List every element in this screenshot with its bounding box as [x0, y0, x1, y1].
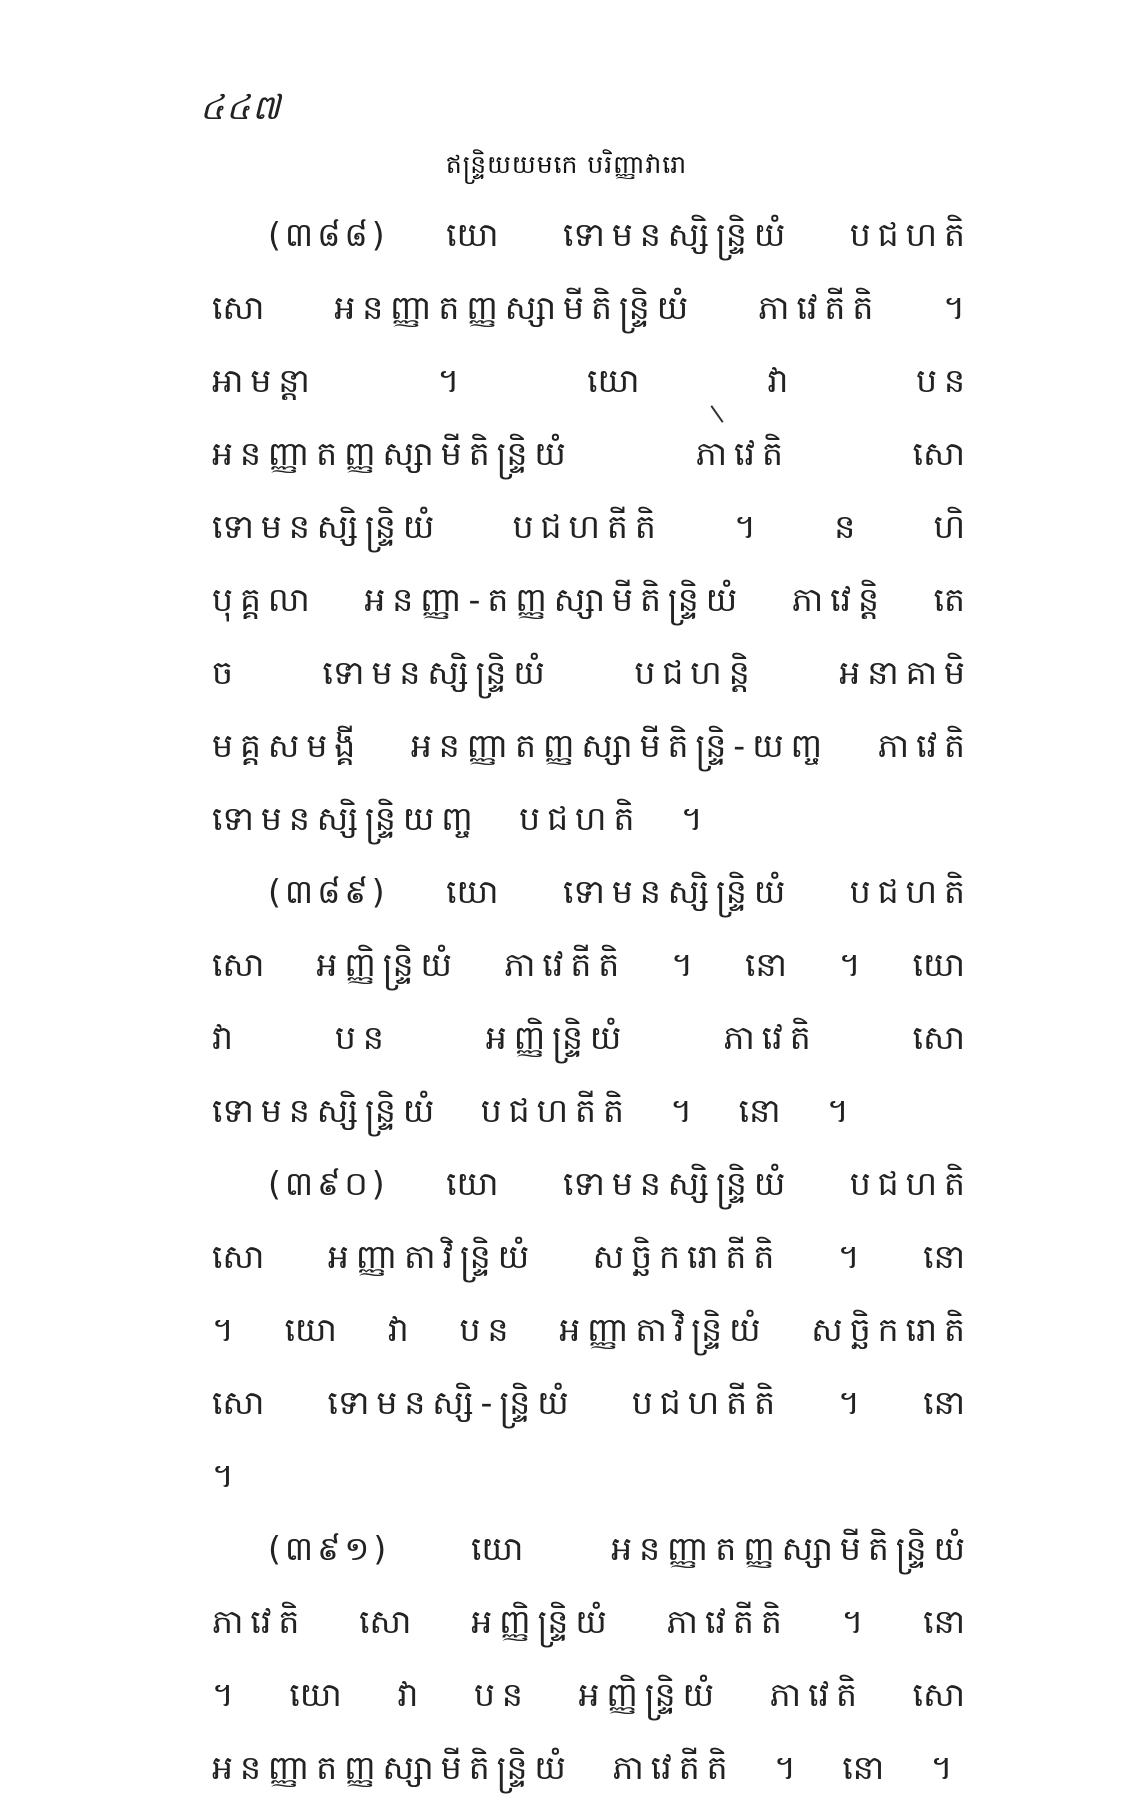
- body-text: [212, 198, 972, 1804]
- paragraph-number: (៣៨៨): [268, 215, 389, 254]
- paragraph-text: យោ ទោមនស្សិន្ទ្រិយំ បជហតិ សោ អញ្ញិន្ទ្រិយំ ភាវេតីតិ ។ នោ ។ យោ វា បន អញ្ញិន្ទ្រិយំ ភាវេតិ សោ ទោមនស្សិន្ទ្រិយំ បជហតីតិ ។ នោ ។: [212, 872, 972, 1130]
- paragraph-389: [212, 855, 972, 1147]
- page-number: ៤៤៧: [200, 88, 283, 128]
- paragraph-number: (៣៩១): [268, 1529, 391, 1568]
- paragraph-388: [212, 198, 972, 855]
- paragraph-number: (៣៨៩): [268, 872, 389, 911]
- paragraph-text: យោ ទោមនស្សិន្ទ្រិយំ បជហតិ សោ អនញ្ញាតញ្ញស្សាមីតិន្ទ្រិយំ ភាវេតីតិ ។ អាមន្តា ។ យោ វា បន អនញ្ញាតញ្ញស្សាមីតិន្ទ្រិយំ ភាវេតិ សោ ទោមនស្សិន្ទ្រិយំ បជហតីតិ ។ ន ហិ បុគ្គលា អនញ្ញា-តញ្ញស្សាមីតិន្ទ្រិយំ ភាវេន្តិ តេ ច ទោមនស្សិន្ទ្រិយំ បជហន្តិ អនាគាមិមគ្គសមង្គី អនញ្ញាតញ្ញស្សាមីតិន្ទ្រិ-យញ្ច ភាវេតិ ទោមនស្សិន្ទ្រិយញ្ច បជហតិ ។: [212, 215, 972, 838]
- paragraph-391: [212, 1512, 972, 1804]
- paragraph-number: (៣៩០): [268, 1164, 389, 1203]
- running-header: ឥន្ទ្រិយយមកេ បរិញ្ញាវារោ: [445, 150, 688, 179]
- paragraph-text: យោ ទោមនស្សិន្ទ្រិយំ បជហតិ សោ អញ្ញាតាវិន្ទ្រិយំ សច្ឆិករោតីតិ ។ នោ ។ យោ វា បន អញ្ញាតាវិន្ទ្រិយំ សច្ឆិករោតិ សោ ទោមនស្សិ-ន្ទ្រិយំ បជហតីតិ ។ នោ ។: [212, 1164, 972, 1495]
- paragraph-390: [212, 1147, 972, 1512]
- paragraph-text: យោ អនញ្ញាតញ្ញស្សាមីតិន្ទ្រិយំ ភាវេតិ សោ អញ្ញិន្ទ្រិយំ ភាវេតីតិ ។ នោ ។ យោ វា បន អញ្ញិន្ទ្រិយំ ភាវេតិ សោ អនញ្ញាតញ្ញស្សាមីតិន្ទ្រិយំ ភាវេតីតិ ។ នោ ។: [212, 1529, 972, 1787]
